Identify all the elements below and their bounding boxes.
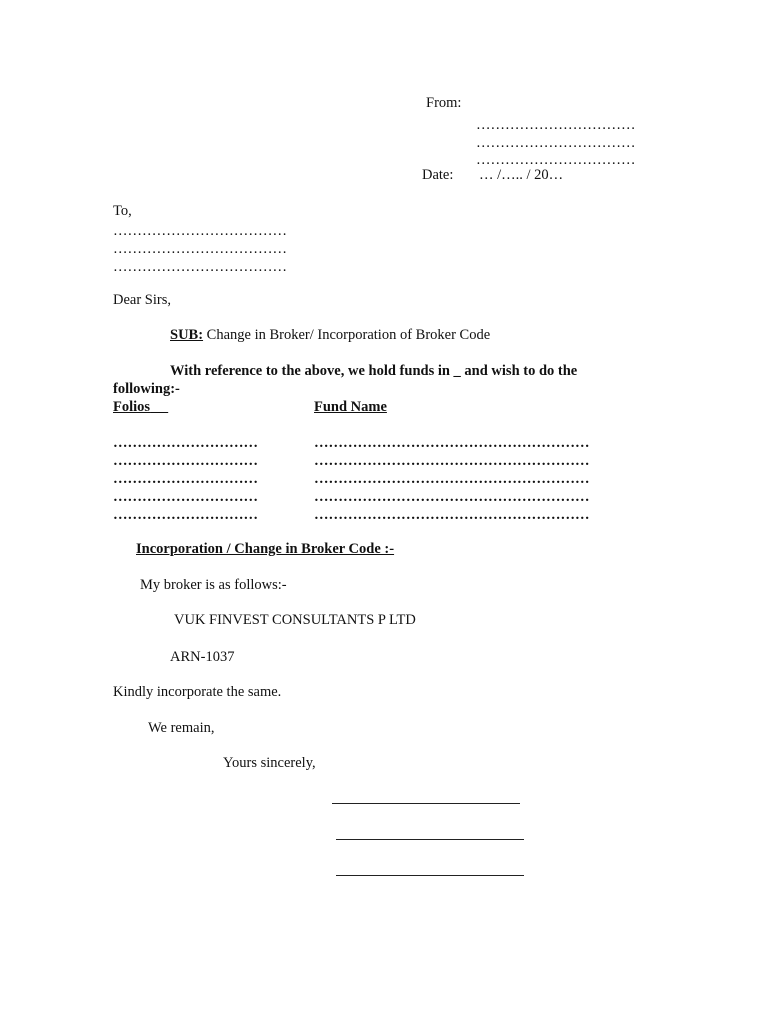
- fund-cell-4: …………………………………………………: [314, 489, 590, 505]
- folio-cell-3: …………………………: [113, 471, 258, 487]
- subject-label: SUB:: [170, 327, 204, 343]
- broker-intro: My broker is as follows:-: [140, 577, 287, 593]
- yours-sincerely: Yours sincerely,: [223, 755, 316, 771]
- broker-arn: ARN-1037: [170, 649, 235, 665]
- col-header-folios-text: Folios: [113, 399, 151, 415]
- signature-line-2: [336, 839, 524, 840]
- from-line-1: ……………………………: [476, 117, 636, 133]
- broker-name: VUK FINVEST CONSULTANTS P LTD: [174, 612, 416, 628]
- kindly-line: Kindly incorporate the same.: [113, 684, 282, 700]
- col-header-folios-tail: [150, 399, 168, 415]
- folio-cell-5: …………………………: [113, 507, 258, 523]
- reference-line-1: With reference to the above, we hold funds in _ and wish to do the: [170, 363, 578, 379]
- subject-line: [170, 326, 490, 344]
- signature-line-1: [332, 803, 520, 804]
- fund-cell-2: …………………………………………………: [314, 453, 590, 469]
- signature-line-3: [336, 875, 524, 876]
- reference-line-2: following:-: [113, 381, 180, 397]
- salutation: Dear Sirs,: [113, 292, 171, 308]
- fund-cell-3: …………………………………………………: [314, 471, 590, 487]
- to-label: To,: [113, 203, 132, 219]
- folio-cell-4: …………………………: [113, 489, 258, 505]
- col-header-fund-name: Fund Name: [314, 399, 387, 415]
- date-label: Date:: [422, 167, 454, 183]
- from-line-2: ……………………………: [476, 135, 636, 151]
- date-value: … /….. / 20…: [479, 167, 564, 183]
- col-header-folios: [113, 398, 168, 416]
- folio-cell-2: …………………………: [113, 453, 258, 469]
- folio-cell-1: …………………………: [113, 435, 258, 451]
- to-line-2: ………………………………: [113, 241, 287, 257]
- fund-cell-1: …………………………………………………: [314, 435, 590, 451]
- subject-text: Change in Broker/ Incorporation of Broker Code: [203, 327, 491, 343]
- from-line-3: ……………………………: [476, 152, 636, 168]
- from-label: From:: [426, 95, 462, 111]
- to-line-3: ………………………………: [113, 259, 287, 275]
- to-line-1: ………………………………: [113, 223, 287, 239]
- section-heading: Incorporation / Change in Broker Code :-: [136, 541, 395, 557]
- fund-cell-5: …………………………………………………: [314, 507, 590, 523]
- we-remain: We remain,: [148, 720, 215, 736]
